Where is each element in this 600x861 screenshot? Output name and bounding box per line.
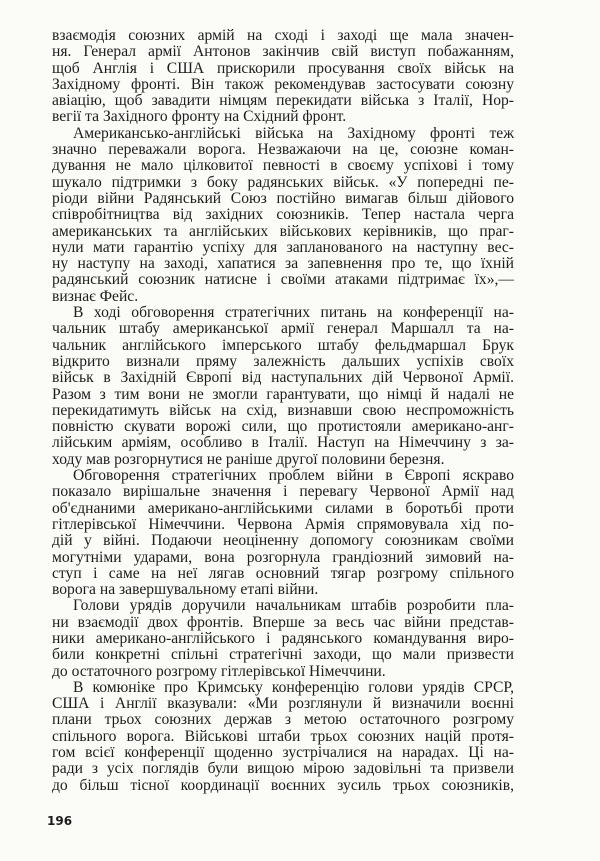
text-line: США і Англії вказували: «Ми розглянули й визначили воєнні bbox=[52, 695, 514, 713]
text-line: ники американо-англійського і радянського командування виро- bbox=[52, 629, 514, 647]
text-line: показало вирішальне значення і перевагу Червоної Армії над bbox=[52, 483, 514, 501]
text-line: плани трьох союзних держав з метою остаточного розгрому bbox=[52, 711, 514, 729]
text-line: ради з усіх поглядів були вищою мірою задовільні та призвели bbox=[52, 760, 514, 778]
text-line: американських та англійських військових керівників, що праг- bbox=[52, 222, 514, 240]
text-line: значно переважали ворога. Незважаючи на це, союзне коман- bbox=[52, 141, 514, 159]
text-line: дування не мало цілковитої певності в своєму успіхові і тому bbox=[52, 157, 514, 175]
text-line: спільного ворога. Військові штаби трьох союзних націй протя- bbox=[52, 727, 514, 745]
text-line: об'єднаними американо-англійськими силами в боротьбі проти bbox=[52, 499, 514, 517]
text-line: щоб Англія і США прискорили просування своїх військ на bbox=[52, 59, 514, 77]
paragraph bbox=[52, 305, 514, 468]
text-line: відкрито визнали пряму залежність дальших успіхів своїх bbox=[52, 352, 514, 370]
text-line: ну наступу на заході, хапатися за запевнення про те, що їхній bbox=[52, 255, 514, 273]
body-text bbox=[52, 28, 514, 794]
text-line: перекидатимуть військ на схід, визнавши свою неспроможність bbox=[52, 401, 514, 419]
text-line: ступ і саме на неї лягав основний тягар розгрому спільного bbox=[52, 564, 514, 582]
text-line: нули мати гарантію успіху для запланованого на наступну вес- bbox=[52, 238, 514, 256]
text-line: Американсько-англійські війська на Західному фронті теж bbox=[73, 124, 514, 142]
text-line: били конкретні спільні стратегічні заходи, що мали призвести bbox=[52, 646, 514, 664]
text-line: визнає Фейс. bbox=[52, 287, 139, 305]
text-line: чальник англійського імперського штабу фельдмаршал Брук bbox=[52, 336, 514, 354]
text-line: до більш тісної координації воєнних зусиль трьох союзників, bbox=[52, 776, 514, 794]
text-line: Західному фронті. Він також рекомендував застосувати союзну bbox=[52, 75, 514, 93]
text-line: В ході обговорення стратегічних питань на конференції на- bbox=[73, 304, 514, 322]
paragraph bbox=[52, 468, 514, 598]
text-line: Обговорення стратегічних проблем війни в Європі яскраво bbox=[73, 467, 514, 485]
text-line: до остаточного розгрому гітлерівської Німеччини. bbox=[52, 662, 386, 680]
text-line: ріоди війни Радянський Союз постійно вимагав більш дійового bbox=[52, 189, 514, 207]
text-line: співробітництва від західних союзників. Тепер настала черга bbox=[52, 206, 514, 224]
paragraph bbox=[52, 680, 514, 794]
paragraph bbox=[52, 598, 514, 679]
text-line: Голови урядів доручили начальникам штабів розробити пла- bbox=[73, 597, 514, 615]
text-line: чальник штабу американської армії генерал Маршалл та на- bbox=[52, 320, 514, 338]
text-line: повністю скувати ворожі сили, що протистояли американо-анг- bbox=[52, 418, 514, 436]
text-line: авіацію, щоб завадити німцям перекидати війська з Італії, Нор- bbox=[52, 92, 514, 110]
text-line: могутніми ударами, вона розгорнула грандіозний зимовий на- bbox=[52, 548, 514, 566]
page-number: 196 bbox=[47, 814, 73, 828]
paragraph bbox=[52, 28, 514, 126]
text-line: шукало підтримки з боку радянських військ. «У попередні пе- bbox=[52, 173, 514, 191]
text-line: Разом з тим вони не змогли гарантувати, що німці й надалі не bbox=[52, 385, 514, 403]
text-line: лійським арміям, особливо в Італії. Наступ на Німеччину з за- bbox=[52, 434, 514, 452]
text-line: дій у війні. Подаючи неоціненну допомогу союзникам своїми bbox=[52, 532, 514, 550]
text-line: ни взаємодії двох фронтів. Вперше за весь час війни представ- bbox=[52, 613, 514, 631]
text-line: ня. Генерал армії Антонов закінчив свій виступ побажанням, bbox=[52, 43, 514, 61]
text-line: ходу мав розгорнутися не раніше другої половини березня. bbox=[52, 450, 445, 468]
text-line: вегії та Західного фронту на Східний фронт. bbox=[52, 108, 347, 126]
text-line: взаємодія союзних армій на сході і заході ще мала значен- bbox=[52, 27, 514, 44]
text-line: гітлерівської Німеччини. Червона Армія спрямовувала хід по- bbox=[52, 515, 514, 533]
text-line: В комюніке про Кримську конференцію голови урядів СРСР, bbox=[73, 678, 514, 696]
text-line: радянський союзник натисне і своїми атаками підтримає їх»,— bbox=[52, 271, 514, 289]
text-line: військ в Західній Європі від наступальних дій Червоної Армії. bbox=[52, 369, 514, 387]
paragraph bbox=[52, 126, 514, 305]
text-line: ворога на завершувальному етапі війни. bbox=[52, 581, 319, 599]
text-line: гом всієї конференції щоденно зустрічалися на нарадах. Ці на- bbox=[52, 744, 514, 762]
